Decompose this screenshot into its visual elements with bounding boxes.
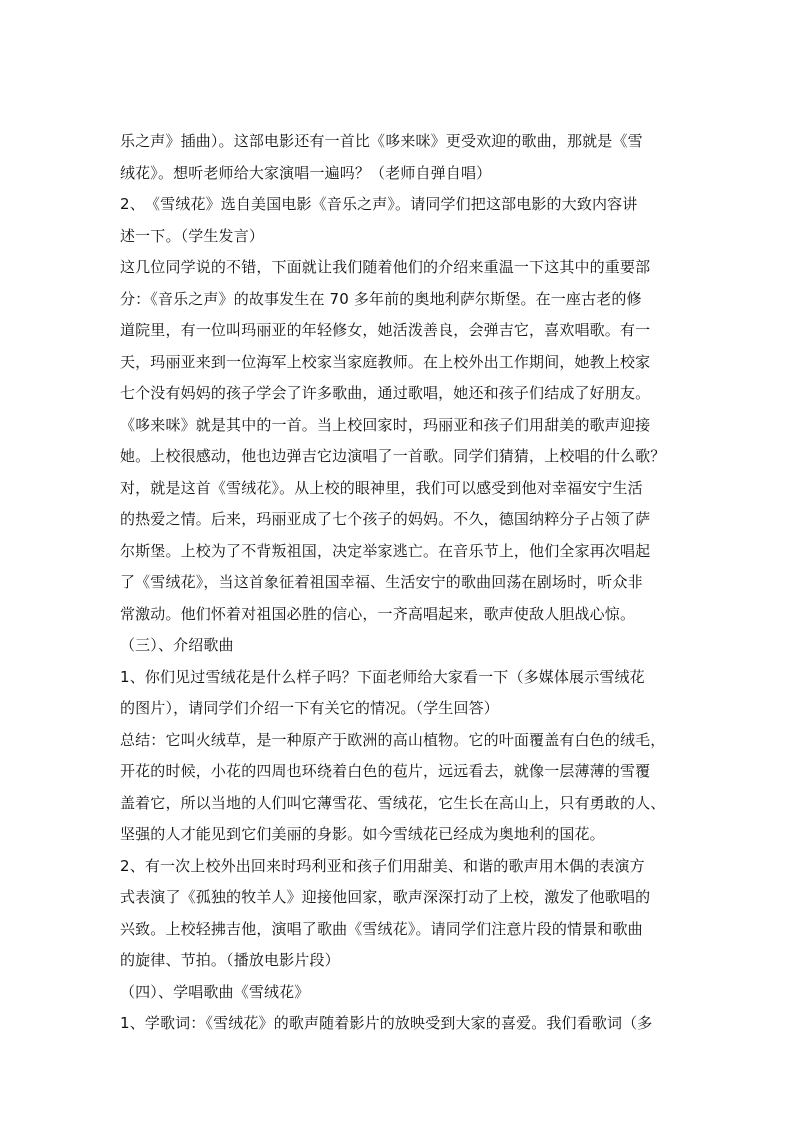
text-line-20: 总结：它叫火绒草，是一种原产于欧洲的高山植物。它的叶面覆盖有白色的绒毛，	[120, 730, 666, 749]
text-line-16: 常激动。他们怀着对祖国必胜的信心，一齐高唱起来，歌声使敌人胆战心惊。	[120, 604, 636, 623]
text-line-12: 对，就是这首《雪绒花》。从上校的眼神里，我们可以感受到他对幸福安宁生活	[120, 478, 643, 497]
text-line-5: 这几位同学说的不错，下面就让我们随着他们的介绍来重温一下这其中的重要部	[120, 258, 651, 276]
text-line-29: 1、学歌词：《雪绒花》的歌声随着影片的放映受到大家的喜爱。我们看歌词（多	[120, 1014, 653, 1032]
text-line-15: 了《雪绒花》，当这首象征着祖国幸福、生活安宁的歌曲回荡在剧场时，听众非	[120, 573, 643, 591]
text-line-13: 的热爱之情。后来，玛丽亚成了七个孩子的妈妈。不久，德国纳粹分子占领了萨	[120, 510, 651, 528]
section-heading-3: （三）、介绍歌曲	[120, 636, 234, 654]
text-line-6: 分：《音乐之声》的故事发生在 70 多年前的奥地利萨尔斯堡。在一座古老的修	[120, 289, 642, 308]
text-line-7: 道院里，有一位叫玛丽亚的年轻修女，她活泼善良，会弹吉它，喜欢唱歌。有一	[120, 321, 651, 339]
text-line-11: 她。上校很感动，他也边弹吉它边演唱了一首歌。同学们猜猜，上校唱的什么歌？	[120, 447, 666, 465]
text-line-4: 述一下。（学生发言）	[120, 226, 265, 245]
text-line-9: 七个没有妈妈的孩子学会了许多歌曲，通过歌唱，她还和孩子们结成了好朋友。	[120, 384, 651, 402]
text-line-21: 开花的时候，小花的四周也环绕着白色的苞片，远远看去，就像一层薄薄的雪覆	[120, 762, 651, 780]
text-line-1: 乐之声》插曲）。这部电影还有一首比《哆来咪》更受欢迎的歌曲，那就是《雪	[120, 132, 643, 150]
section-heading-4: （四）、学唱歌曲《雪绒花》	[120, 982, 310, 1001]
text-line-19: 的图片），请同学们介绍一下有关它的情况。（学生回答）	[120, 699, 499, 717]
text-line-8: 天，玛丽亚来到一位海军上校家当家庭教师。在上校外出工作期间，她教上校家	[120, 352, 651, 371]
text-line-24: 2、有一次上校外出回来时玛利亚和孩子们用甜美、和谐的歌声用木偶的表演方	[120, 856, 645, 875]
text-line-22: 盖着它，所以当地的人们叫它薄雪花、雪绒花，它生长在高山上，只有勇敢的人、	[120, 793, 666, 812]
text-line-26: 兴致。上校轻拂吉他，演唱了歌曲《雪绒花》。请同学们注意片段的情景和歌曲	[120, 919, 643, 938]
text-line-2: 绒花》。想听老师给大家演唱一遍吗？（老师自弹自唱）	[120, 163, 492, 182]
text-line-27: 的旋律、节拍。（播放电影片段）	[120, 951, 340, 969]
text-line-3: 2、 《雪绒花》选自美国电影《音乐之声》。请同学们把这部电影的大致内容讲	[120, 195, 638, 213]
text-line-10: 《哆来咪》就是其中的一首。当上校回家时，玛丽亚和孩子们用甜美的歌声迎接	[120, 415, 651, 434]
document-body	[120, 126, 682, 1040]
text-line-23: 坚强的人才能见到它们美丽的身影。如今雪绒花已经成为奥地利的国花。	[120, 825, 605, 843]
text-line-14: 尔斯堡。上校为了不背叛祖国，决定举家逃亡。在音乐节上，他们全家再次唱起	[120, 541, 651, 560]
text-line-18: 1、你们见过雪绒花是什么样子吗？下面老师给大家看一下（多媒体展示雪绒花	[120, 667, 645, 686]
text-line-25: 式表演了《孤独的牧羊人》迎接他回家，歌声深深打动了上校，激发了他歌唱的	[120, 888, 651, 906]
